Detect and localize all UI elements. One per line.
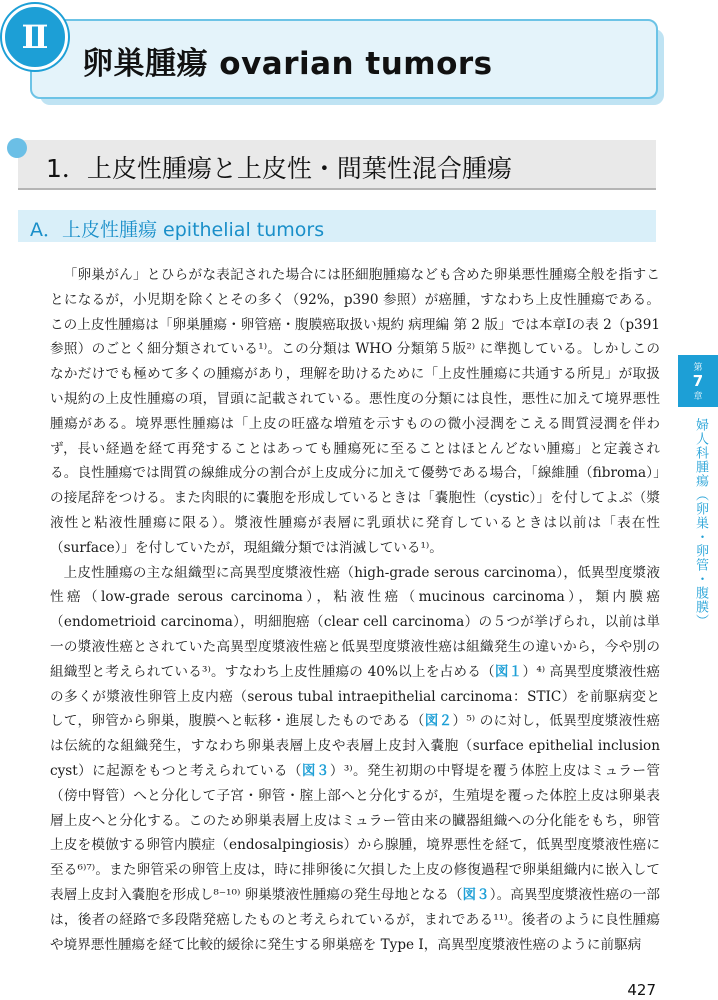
paragraph-2-text-c: ）⁵⁾ のに対し，低異型度漿液性癌は伝統的な組織発生，すなわち卵巣表層上皮や表層上皮封入嚢胞（surface epithelial inclusion cyst）に起源をもつと考えられている（	[50, 713, 661, 779]
section-bullet-dot	[7, 138, 27, 158]
subsection-title: A．上皮性腫瘍 epithelial tumors	[30, 219, 325, 241]
page-number: 427	[627, 981, 656, 999]
side-chapter-vertical-title: 婦人科腫瘍（卵巣・卵管・腹膜）	[693, 418, 708, 628]
figure-1-link[interactable]: 図１	[494, 663, 523, 680]
side-tab-label-top: 第	[693, 363, 703, 373]
body-text	[50, 263, 660, 957]
figure-3-link-second[interactable]: 図３	[462, 886, 490, 903]
paragraph-2	[50, 561, 660, 958]
paragraph-2-text-d: ）³⁾。発生初期の中腎堤を覆う体腔上皮はミュラー管（傍中腎管）へと分化して子宮・卵管・腟上部へと分化するが，生殖堤を覆った体腔上皮は卵巣表層上皮へと分化する。このため卵巣表層上皮はミュラー管由来の臓器組織への分化能をもち，卵管上皮を模倣する卵管内膜症（endosalpingiosis）から腺腫，境界悪性を経て，低異型度漿液性癌に至る⁶⁾⁷⁾。また卵管采の卵管上皮は，時に排卵後に欠損した上皮の修復過程で卵巣組織内に嵌入して表層上皮封入嚢胞を形成し⁸⁻¹⁰⁾ 卵巣漿液性腫瘍の発生母地となる（	[50, 762, 660, 903]
chapter-number-badge: Ⅱ	[2, 4, 68, 70]
side-tab-label-bottom: 章	[693, 392, 703, 402]
paragraph-2-text-a: 上皮性腫瘍の主な組織型に高異型度漿液性癌（high-grade serous carcinoma），低異型度漿液性癌（low-grade serous carcinoma），粘液性癌（mucinous carcinoma），類内膜癌（endometrioid carcinoma），明細胞癌（clear cell carcinoma）の５つが挙げられ，以前は単一の漿液性癌とされていた高異型度漿液性癌と低異型度漿液性癌は組織発生の違いから，今や別の組織型と考えられている³⁾。すなわち上皮性腫瘍の 40%以上を占める（	[50, 564, 660, 680]
chapter-title: 卵巣腫瘍 ovarian tumors	[82, 46, 493, 82]
figure-3-link[interactable]: 図３	[301, 762, 330, 779]
chapter-side-tab	[678, 355, 718, 407]
paragraph-1: 「卵巣がん」とひらがな表記された場合には胚細胞腫瘍なども含めた卵巣悪性腫瘍全般を指すことになるが，小児期を除くとその多く（92%，p390 参照）が癌腫，すなわち上皮性腫瘍である。この上皮性腫瘍は「卵巣腫瘍・卵管癌・腹膜癌取扱い規約 病理編 第 2 版」では本章Ⅰの表 2（p391 参照）のごとく細分類されている¹⁾。この分類は WHO 分類第５版²⁾ に準拠している。しかしこのなかだけでも極めて多くの腫瘍があり，理解を助けるために「上皮性腫瘍に共通する所見」が取扱い規約の上皮性腫瘍の項，冒頭に記載されている。悪性度の分類には良性，悪性に加えて境界悪性腫瘍がある。境界悪性腫瘍は「上皮の旺盛な増殖を示すものの微小浸潤をこえる間質浸潤を伴わず，長い経過を経て再発することはあっても腫瘍死に至ることはほとんどない腫瘍」と定義される。良性腫瘍では間質の線維成分の割合が上皮成分に加えて優勢である場合，「線維腫（fibroma）」の接尾辞をつける。また肉眼的に嚢胞を形成しているときは「嚢胞性（cystic）」を付してよぶ（漿液性と粘液性腫瘍に限る）。漿液性腫瘍が表層に乳頭状に発育しているときは以前は「表在性（surface）」を付していたが，現組織分類では消滅している¹⁾。	[50, 267, 660, 556]
paragraph-2-text-e: ）。高異型度漿液性癌の一部は，後者の経路で多段階発癌したものと考えられているが，まれである¹¹⁾。後者のように良性腫瘍や境界悪性腫瘍を経て比較的緩徐に発生する卵巣癌を Type Ⅰ，高異型度漿液性癌のように前駆病	[50, 886, 661, 953]
figure-2-link[interactable]: 図２	[424, 713, 453, 730]
side-tab-chapter-number: 7	[692, 372, 704, 390]
paragraph-2-text-b: ）⁴⁾ 高異型度漿液性癌の多くが漿液性卵管上皮内癌（serous tubal intraepithelial carcinoma：STIC）を前駆病変として，卵管から卵巣，腹膜へと転移・進展したものである（	[50, 663, 661, 730]
section-title: 1．上皮性腫瘍と上皮性・間葉性混合腫瘍	[46, 154, 512, 183]
